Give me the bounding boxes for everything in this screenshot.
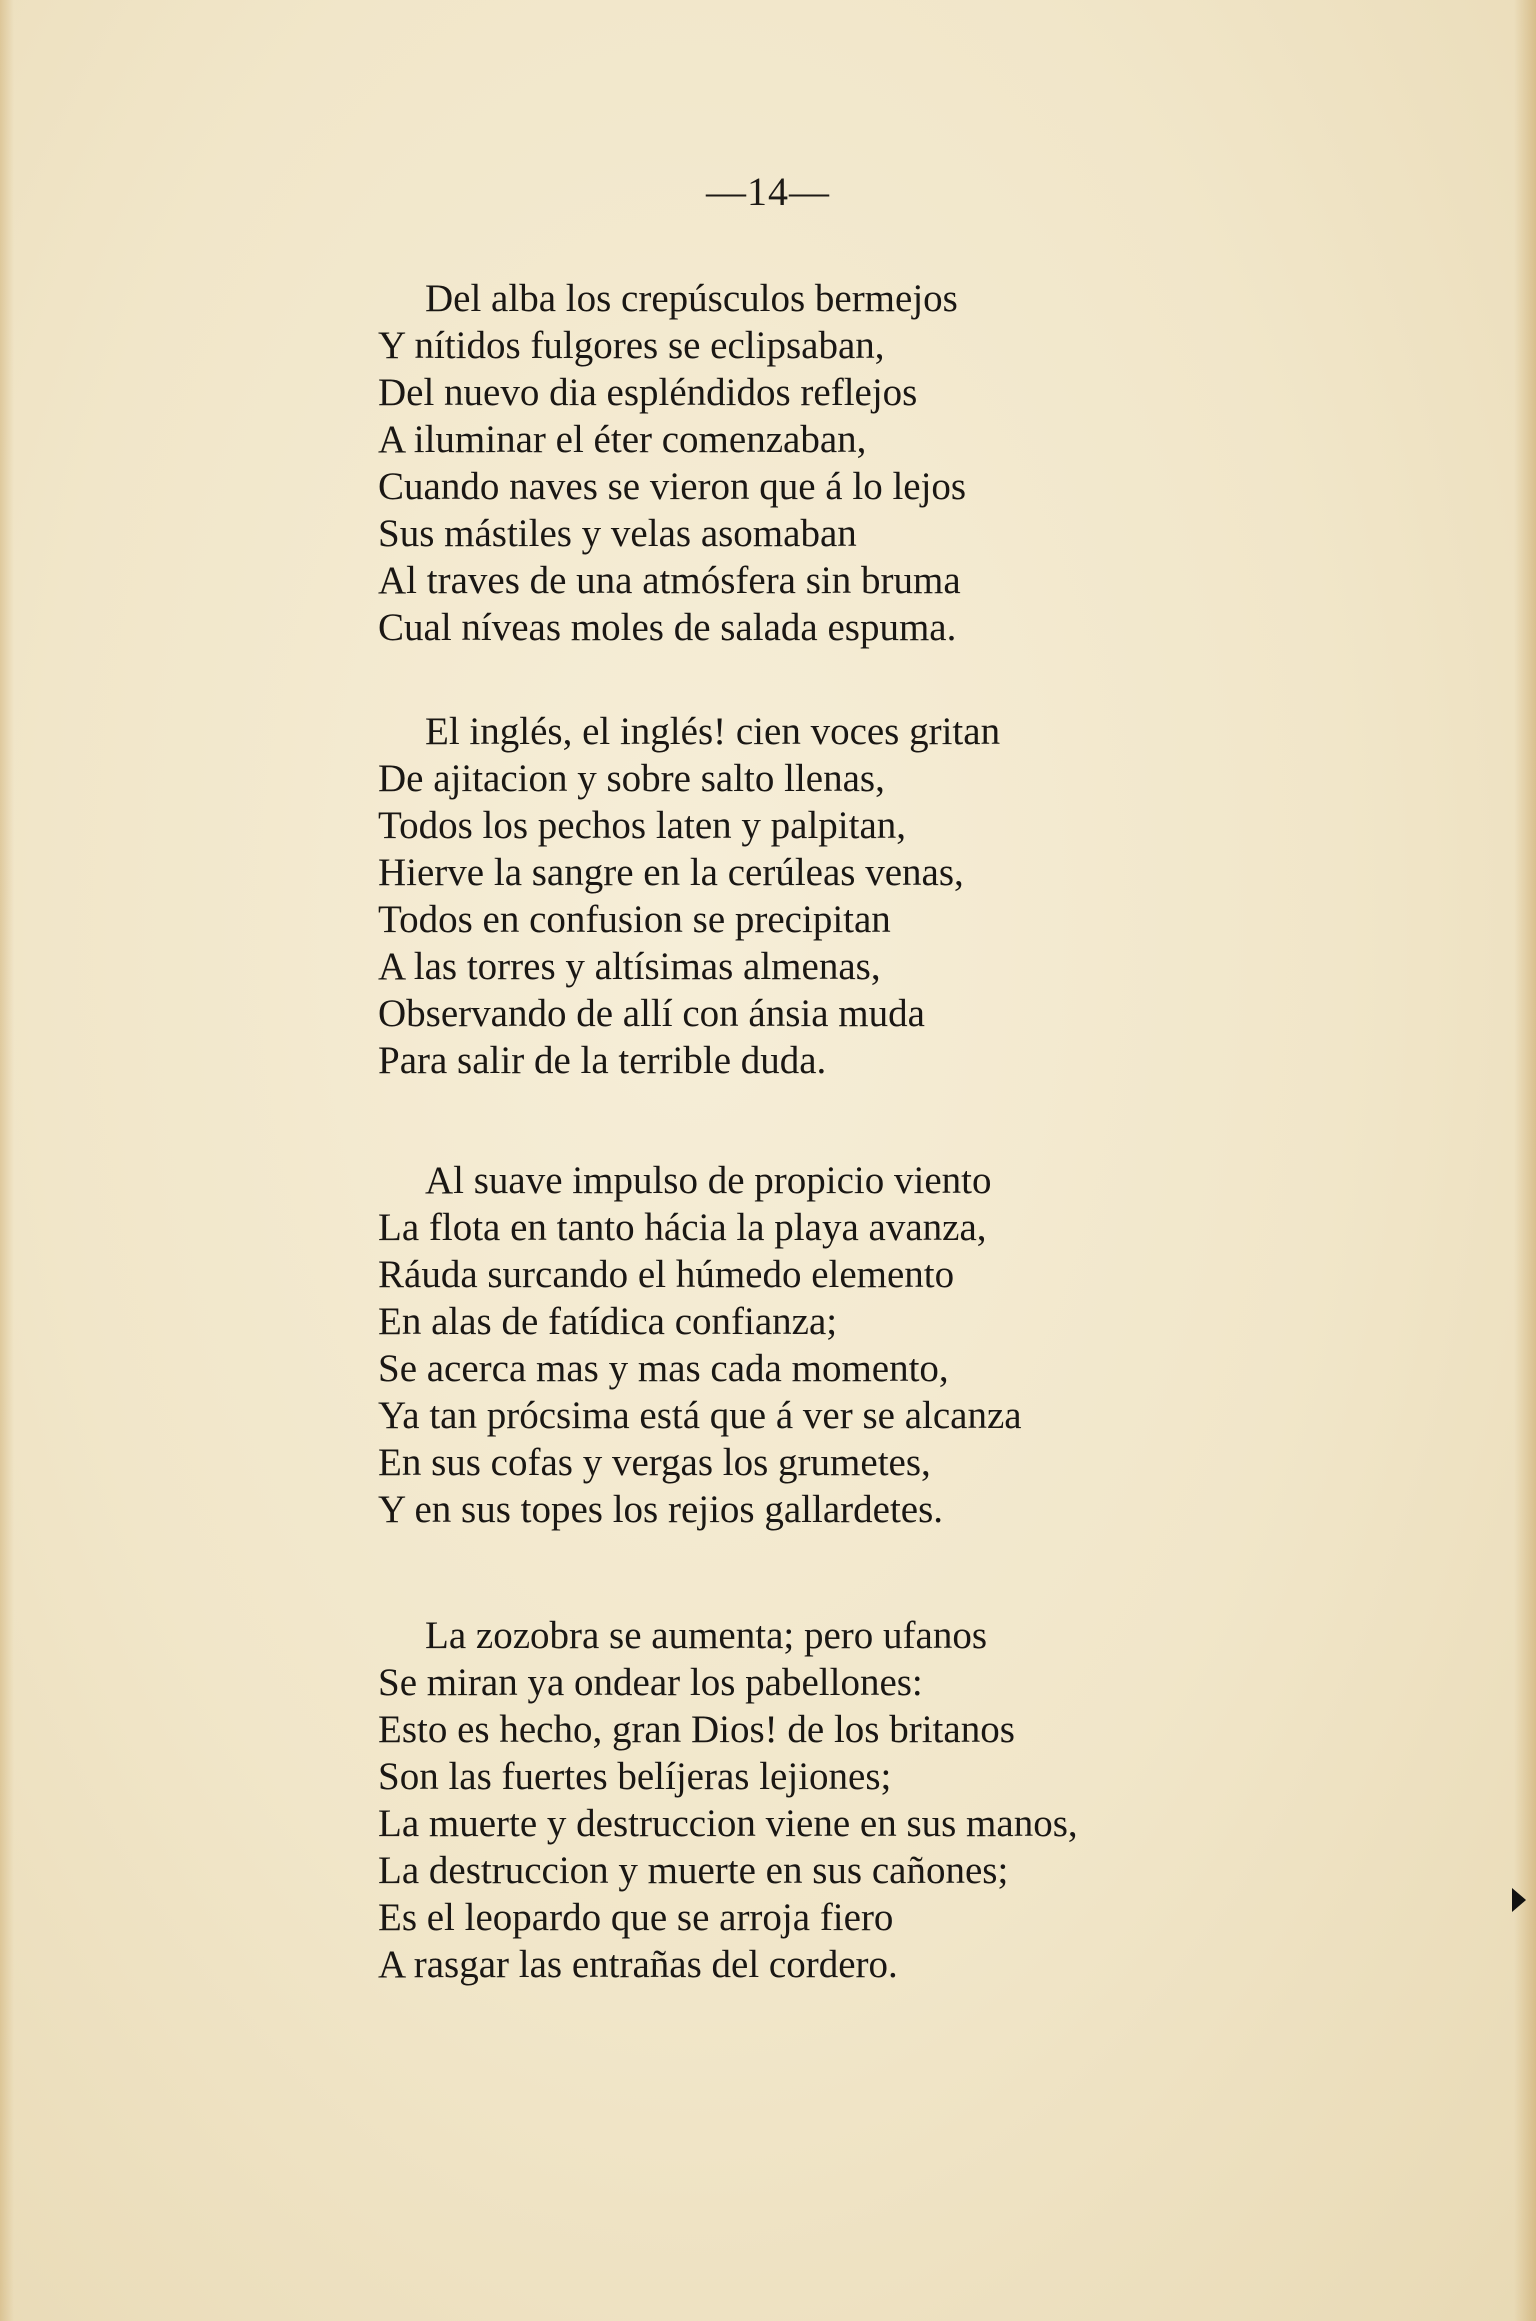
stanza-2: [378, 708, 1278, 1084]
verse-line: A las torres y altísimas almenas,: [378, 945, 881, 988]
verse-line: Es el leopardo que se arroja fiero: [378, 1896, 894, 1939]
verse-line: Del nuevo dia espléndidos reflejos: [378, 371, 918, 414]
verse-line: La flota en tanto hácia la playa avanza,: [378, 1206, 987, 1249]
verse-line: Y en sus topes los rejios gallardetes.: [378, 1488, 944, 1531]
verse-line: La zozobra se aumenta; pero ufanos: [425, 1614, 987, 1657]
stanza-4: [378, 1612, 1278, 1988]
verse-line: Observando de allí con ánsia muda: [378, 992, 925, 1035]
verse-line: En alas de fatídica confianza;: [378, 1300, 838, 1343]
verse-line: Para salir de la terrible duda.: [378, 1039, 827, 1082]
stanza-3: [378, 1157, 1278, 1533]
verse-line: Cuando naves se vieron que á lo lejos: [378, 465, 967, 508]
verse-line: Se acerca mas y mas cada momento,: [378, 1347, 949, 1390]
verse-line: Al suave impulso de propicio viento: [425, 1159, 992, 1202]
verse-line: Al traves de una atmósfera sin bruma: [378, 559, 961, 602]
verse-line: Todos en confusion se precipitan: [378, 898, 891, 941]
verse-line: Hierve la sangre en la cerúleas venas,: [378, 851, 964, 894]
stanza-1: [378, 275, 1278, 651]
page-edge-shadow-right: [1514, 0, 1536, 2321]
verse-line: Ya tan prócsima está que á ver se alcanza: [378, 1394, 1022, 1437]
verse-line: Todos los pechos laten y palpitan,: [378, 804, 907, 847]
verse-line: A iluminar el éter comenzaban,: [378, 418, 867, 461]
verse-line: La destruccion y muerte en sus cañones;: [378, 1849, 1009, 1892]
verse-line: En sus cofas y vergas los grumetes,: [378, 1441, 931, 1484]
margin-arrow-icon: [1512, 1888, 1526, 1912]
verse-line: A rasgar las entrañas del cordero.: [378, 1943, 898, 1986]
verse-line: Cual níveas moles de salada espuma.: [378, 606, 957, 649]
verse-line: La muerte y destruccion viene en sus manos,: [378, 1802, 1078, 1845]
verse-line: Se miran ya ondear los pabellones:: [378, 1661, 923, 1704]
verse-line: Ráuda surcando el húmedo elemento: [378, 1253, 955, 1296]
verse-line: De ajitacion y sobre salto llenas,: [378, 757, 885, 800]
verse-line: Son las fuertes belíjeras lejiones;: [378, 1755, 892, 1798]
page-edge-shadow-left: [0, 0, 14, 2321]
page-number: —14—: [706, 169, 830, 214]
verse-line: Esto es hecho, gran Dios! de los britanos: [378, 1708, 1015, 1751]
verse-line: Del alba los crepúsculos bermejos: [425, 277, 958, 320]
verse-line: El inglés, el inglés! cien voces gritan: [425, 710, 1001, 753]
verse-line: Y nítidos fulgores se eclipsaban,: [378, 324, 885, 367]
verse-line: Sus mástiles y velas asomaban: [378, 512, 857, 555]
